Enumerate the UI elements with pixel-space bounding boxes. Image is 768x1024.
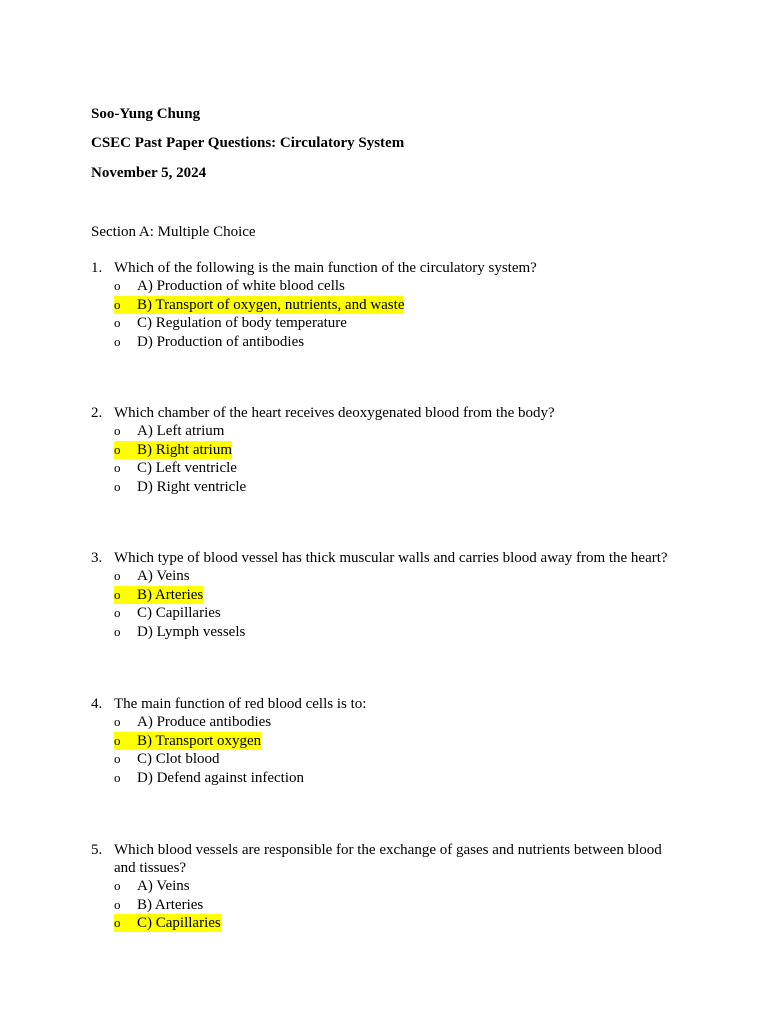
option-text: A) Left atrium xyxy=(137,423,225,439)
question-stem xyxy=(91,695,681,713)
highlighted-answer xyxy=(114,296,404,314)
option-item xyxy=(91,604,681,623)
bullet-icon: o xyxy=(114,623,121,639)
option-item xyxy=(91,896,681,915)
option-text: C) Left ventricle xyxy=(137,460,237,476)
option-row xyxy=(114,623,245,641)
option-item xyxy=(91,713,681,732)
option-item xyxy=(91,567,681,586)
option-item-answer xyxy=(91,296,681,315)
option-text: A) Produce antibodies xyxy=(137,714,272,730)
option-item xyxy=(91,333,681,352)
question-number: 1. xyxy=(91,260,103,276)
question-text: Which chamber of the heart receives deoxygenated blood from the body? xyxy=(114,405,555,421)
highlighted-answer xyxy=(114,441,232,459)
option-text: D) Production of antibodies xyxy=(137,333,305,350)
highlighted-answer xyxy=(114,732,261,750)
option-text: D) Right ventricle xyxy=(137,478,247,495)
bullet-icon: o xyxy=(114,896,121,912)
option-item xyxy=(91,478,681,497)
option-text: C) Capillaries xyxy=(137,605,221,621)
question-number: 5. xyxy=(91,842,103,858)
highlighted-answer xyxy=(114,586,203,604)
option-text: B) Right atrium xyxy=(137,441,232,458)
option-item-answer xyxy=(91,914,681,933)
option-row xyxy=(114,713,271,731)
document-date: November 5, 2024 xyxy=(91,165,207,181)
bullet-icon: o xyxy=(114,878,121,893)
bullet-icon: o xyxy=(114,714,121,729)
bullet-icon: o xyxy=(114,423,121,438)
document-title: CSEC Past Paper Questions: Circulatory System xyxy=(91,135,405,151)
option-row xyxy=(114,333,304,351)
option-text: C) Regulation of body temperature xyxy=(137,315,347,331)
option-row xyxy=(114,314,347,332)
question-stem xyxy=(91,259,681,277)
option-text: C) Capillaries xyxy=(137,915,221,931)
option-item xyxy=(91,277,681,296)
option-text: C) Clot blood xyxy=(137,751,220,767)
bullet-icon: o xyxy=(114,296,121,312)
bullet-icon: o xyxy=(114,333,121,349)
option-item xyxy=(91,750,681,769)
option-item xyxy=(91,459,681,478)
question-5 xyxy=(91,841,681,933)
question-number: 4. xyxy=(91,696,103,712)
bullet-icon: o xyxy=(114,586,121,602)
bullet-icon: o xyxy=(114,278,121,293)
bullet-icon: o xyxy=(114,460,121,475)
option-item xyxy=(91,314,681,333)
question-stem xyxy=(91,841,681,877)
option-text: A) Production of white blood cells xyxy=(137,278,345,294)
question-text: Which blood vessels are responsible for the exchange of gases and nutrients between blood and tissues? xyxy=(114,842,662,876)
option-item xyxy=(91,623,681,642)
option-item xyxy=(91,422,681,441)
option-text: A) Veins xyxy=(137,878,190,894)
question-stem xyxy=(91,404,681,422)
option-row xyxy=(114,478,246,496)
question-text: Which of the following is the main function of the circulatory system? xyxy=(114,260,537,276)
question-3 xyxy=(91,549,681,641)
option-text: A) Veins xyxy=(137,568,190,584)
highlighted-answer xyxy=(114,914,221,932)
bullet-icon: o xyxy=(114,478,121,494)
author-name: Soo-Yung Chung xyxy=(91,106,201,122)
question-text: The main function of red blood cells is to: xyxy=(114,696,367,712)
option-row xyxy=(114,459,237,477)
option-row xyxy=(114,567,190,585)
bullet-icon: o xyxy=(114,751,121,766)
option-item xyxy=(91,877,681,896)
question-2 xyxy=(91,404,681,496)
option-text: D) Lymph vessels xyxy=(137,623,246,640)
bullet-icon: o xyxy=(114,605,121,620)
bullet-icon: o xyxy=(114,568,121,583)
option-text: B) Transport oxygen xyxy=(137,732,262,749)
option-row xyxy=(114,896,203,914)
option-item-answer xyxy=(91,586,681,605)
bullet-icon: o xyxy=(114,915,121,930)
option-row xyxy=(114,277,345,295)
bullet-icon: o xyxy=(114,769,121,785)
question-number: 3. xyxy=(91,550,103,566)
section-heading: Section A: Multiple Choice xyxy=(91,224,256,240)
question-text: Which type of blood vessel has thick muscular walls and carries blood away from the heart? xyxy=(114,550,668,566)
option-item xyxy=(91,769,681,788)
option-text: D) Defend against infection xyxy=(137,769,305,786)
question-number: 2. xyxy=(91,405,103,421)
option-item-answer xyxy=(91,732,681,751)
option-row xyxy=(114,750,220,768)
bullet-icon: o xyxy=(114,441,121,457)
option-text: B) Transport of oxygen, nutrients, and waste xyxy=(137,296,405,313)
option-text: B) Arteries xyxy=(137,896,204,913)
option-row xyxy=(114,769,304,787)
bullet-icon: o xyxy=(114,732,121,748)
question-stem xyxy=(91,549,681,567)
option-text: B) Arteries xyxy=(137,586,204,603)
question-4 xyxy=(91,695,681,787)
bullet-icon: o xyxy=(114,315,121,330)
question-1 xyxy=(91,259,681,351)
option-item-answer xyxy=(91,441,681,460)
option-row xyxy=(114,604,221,622)
option-row xyxy=(114,877,190,895)
option-row xyxy=(114,422,224,440)
